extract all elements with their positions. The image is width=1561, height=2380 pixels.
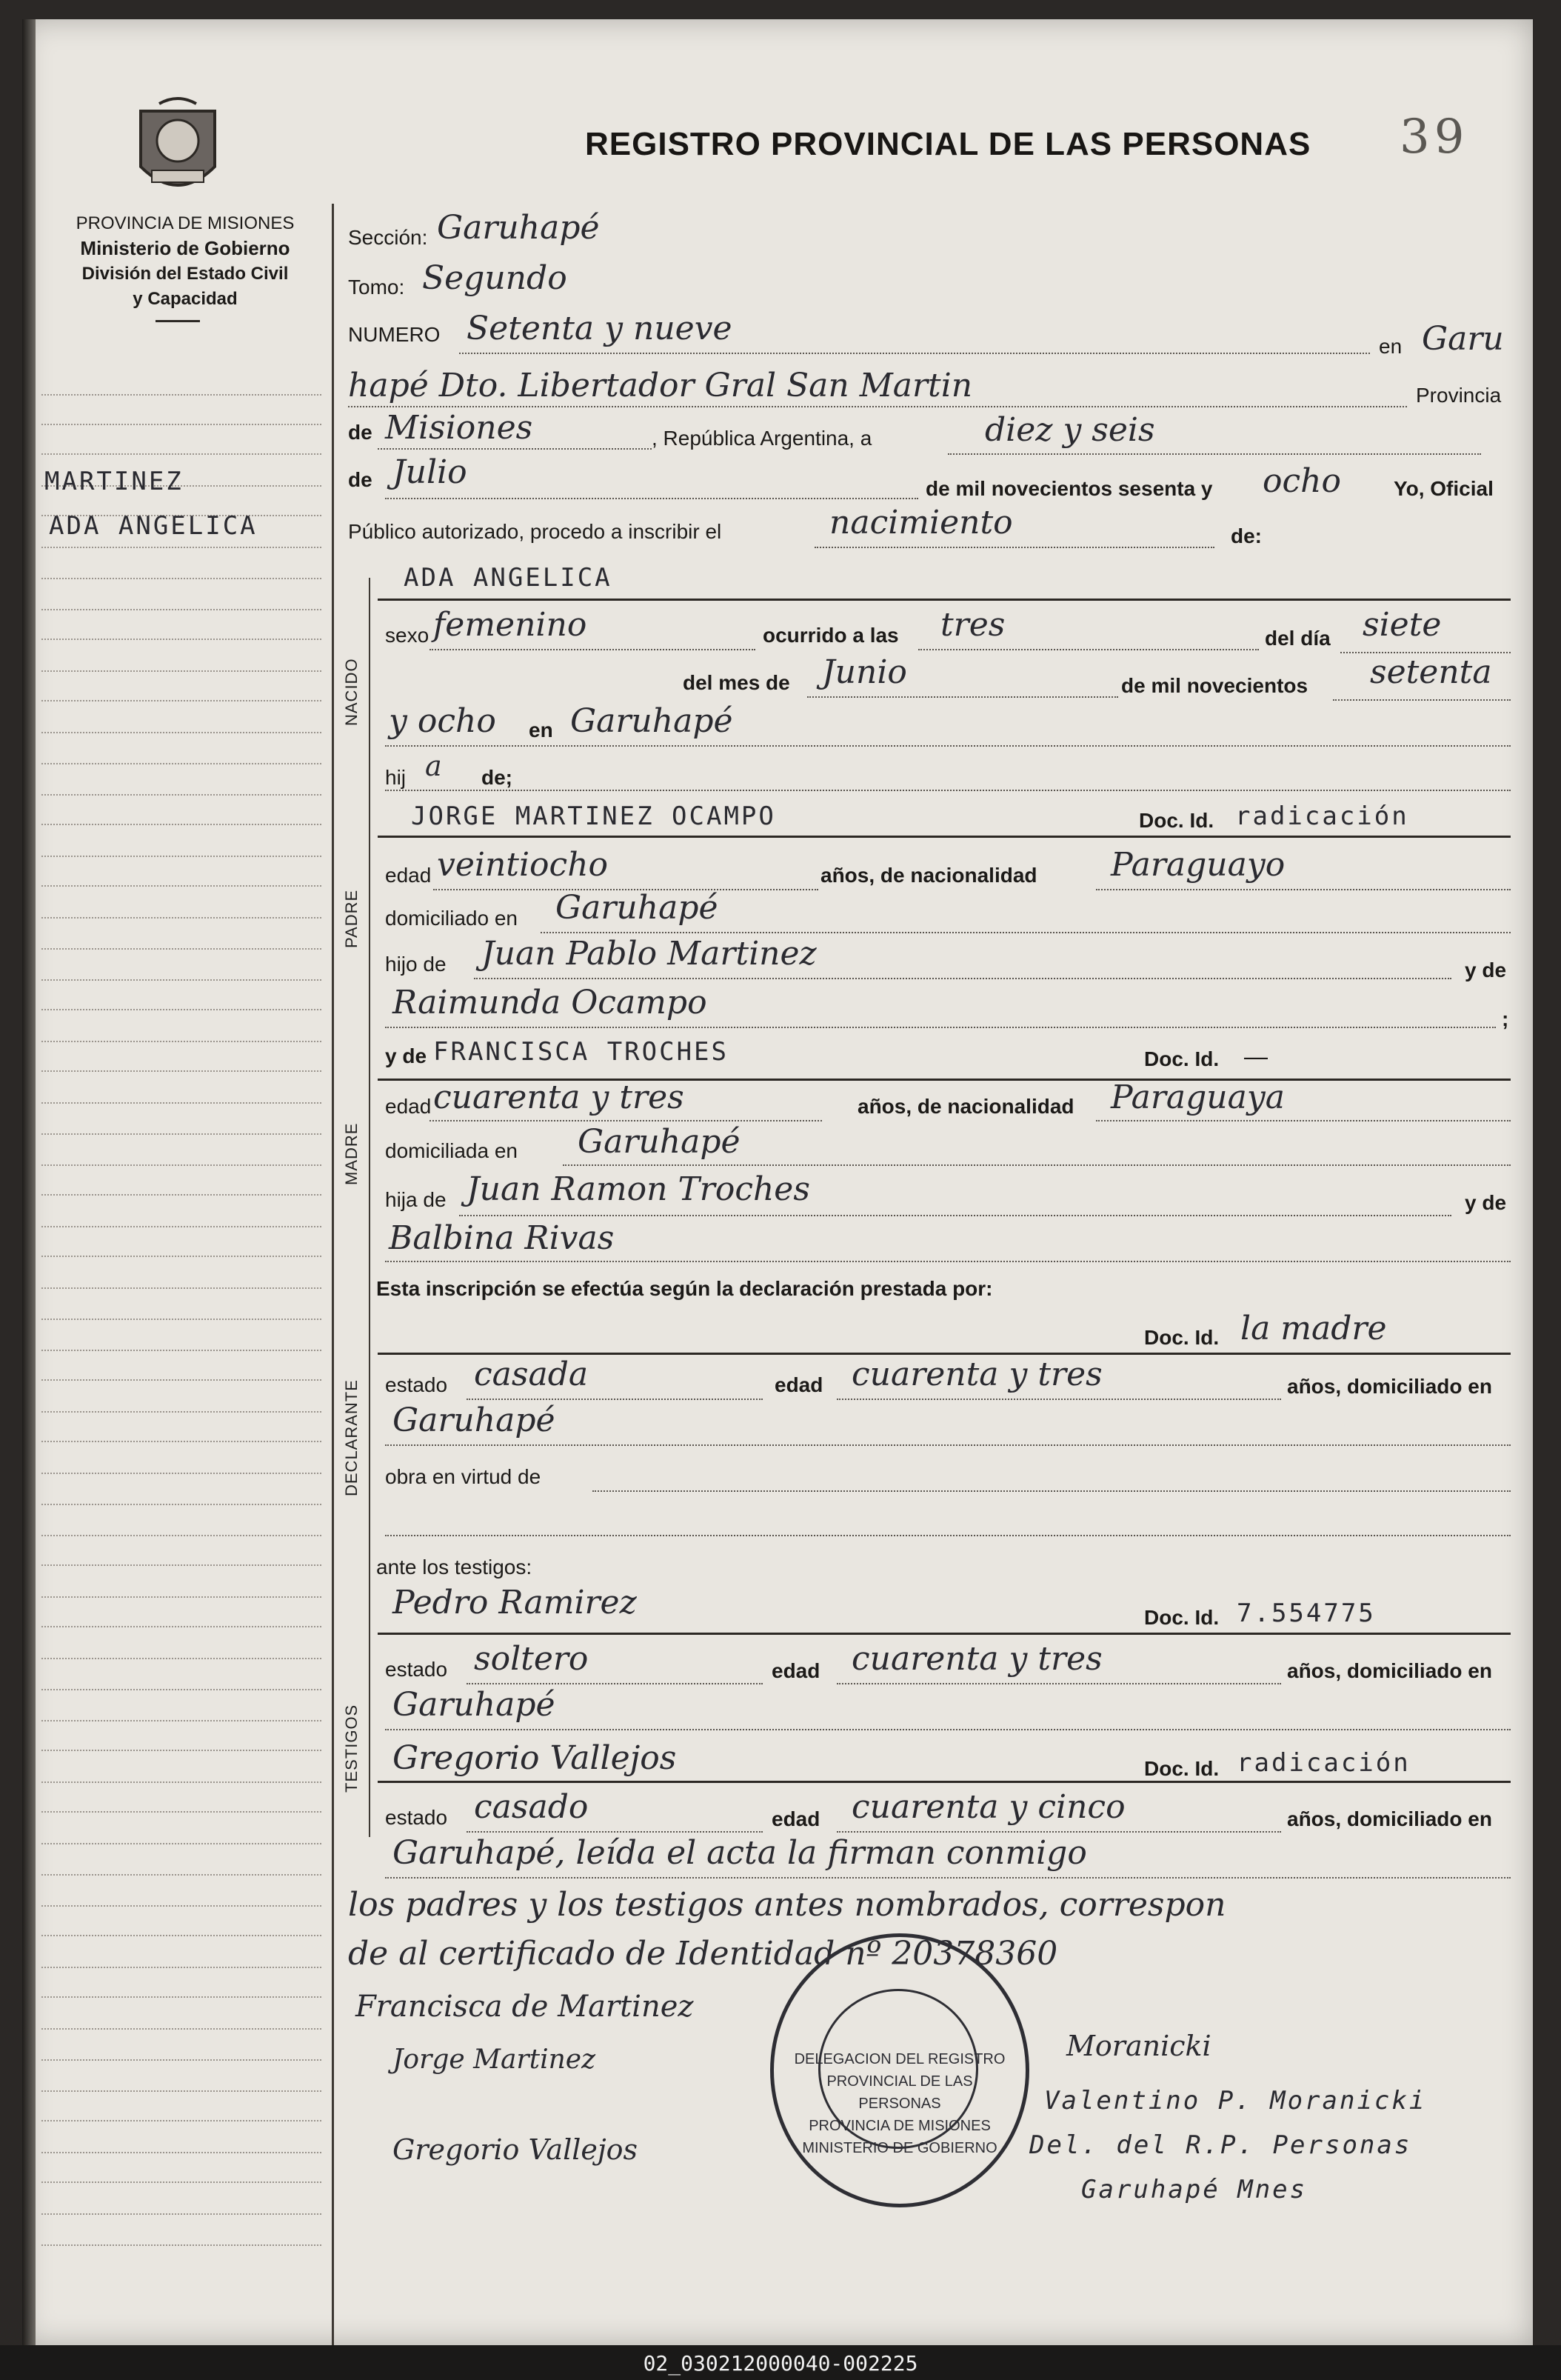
- line-padre-top: [378, 836, 1511, 838]
- margin-rule: [41, 794, 321, 796]
- label-padre-nac: años, de nacionalidad: [820, 864, 1037, 887]
- header-division: División del Estado Civil: [81, 264, 289, 284]
- page-number: 39: [1400, 110, 1469, 164]
- label-en: en: [1379, 335, 1403, 358]
- label-madre-y-de: y de: [385, 1044, 427, 1067]
- margin-rule: [41, 1319, 321, 1320]
- value-sexo: femenino: [433, 606, 587, 644]
- value-padre-edad: veintiocho: [437, 846, 609, 884]
- margin-rule: [41, 1750, 321, 1751]
- footer-id: 02_030212000040-002225: [643, 2351, 918, 2376]
- line-decl-edad: [837, 1399, 1281, 1400]
- label-t2-doc: Doc. Id.: [1144, 1757, 1220, 1780]
- margin-rule: [41, 2213, 321, 2215]
- value-madre-edad: cuarenta y tres: [433, 1079, 684, 1116]
- signature-father: Jorge Martinez: [392, 2044, 596, 2075]
- line-obra: [592, 1490, 1511, 1492]
- margin-surname: MARTINEZ: [44, 467, 184, 496]
- margin-rule: [41, 1967, 321, 1968]
- value-padre-nombre: JORGE MARTINEZ OCAMPO: [411, 801, 776, 831]
- label-tomo: Tomo:: [348, 276, 405, 299]
- line-lugar-nac: [385, 745, 1511, 747]
- margin-rule: [41, 1411, 321, 1413]
- stamp-inner-text: PROVINCIA DE MISIONES: [809, 2118, 991, 2134]
- value-numero: Setenta y nueve: [467, 310, 732, 347]
- page-title: REGISTRO PROVINCIAL DE LAS PERSONAS: [585, 126, 1311, 162]
- value-t2-estado: casado: [474, 1788, 589, 1826]
- line-padre-dom: [541, 932, 1511, 933]
- margin-rule: [41, 1874, 321, 1876]
- margin-rule: [41, 917, 321, 919]
- label-sexo: sexo: [385, 624, 429, 647]
- line-mes-nac: [807, 696, 1118, 698]
- label-de-semi: de;: [481, 766, 512, 789]
- value-padre-nac: Paraguayo: [1111, 846, 1286, 884]
- margin-names: ADA ANGELICA: [49, 511, 258, 541]
- label-padre-dom: domiciliado en: [385, 907, 518, 930]
- margin-divider: [332, 204, 334, 2352]
- line-madre-edad: [429, 1120, 822, 1121]
- value-t1-doc: 7.554775: [1237, 1599, 1376, 1628]
- official-place: Garuhapé Mnes: [1081, 2175, 1308, 2204]
- value-provincia: Misiones: [385, 409, 533, 447]
- line-anio: [1333, 699, 1511, 701]
- margin-rule: [41, 1935, 321, 1936]
- value-t1-edad: cuarenta y tres: [852, 1640, 1103, 1678]
- margin-rule: [41, 856, 321, 857]
- value-t1-estado: soltero: [474, 1640, 589, 1678]
- value-tomo: Segundo: [422, 259, 567, 297]
- label-padre-hijo-de: hijo de: [385, 953, 447, 976]
- margin-rule: [41, 700, 321, 701]
- section-declarante: DECLARANTE: [342, 1379, 361, 1496]
- margin-rule: [41, 1843, 321, 1844]
- stamp-text: [789, 2048, 1011, 2159]
- line-t2-estado: [467, 1831, 763, 1833]
- value-madre-nac: Paraguaya: [1111, 1079, 1285, 1116]
- line-provincia: [378, 448, 652, 450]
- line-padre-padre: [474, 978, 1451, 979]
- label-del-mes: del mes de: [683, 671, 790, 694]
- line-madre-nac: [1096, 1120, 1511, 1121]
- value-t2-edad: cuarenta y cinco: [852, 1788, 1126, 1826]
- line-cierre-1: [385, 1877, 1511, 1879]
- section-nacido: NACIDO: [342, 658, 361, 726]
- label-t1-dom: años, domiciliado en: [1287, 1659, 1492, 1682]
- line-obra-2: [385, 1535, 1511, 1536]
- value-dia-inscr: diez y seis: [985, 411, 1155, 449]
- line-madre-dom: [563, 1164, 1511, 1166]
- value-lugar-nac: Garuhapé: [570, 702, 733, 740]
- label-t2-dom: años, domiciliado en: [1287, 1807, 1492, 1830]
- margin-rule: [41, 2244, 321, 2246]
- value-madre-padre: Juan Ramon Troches: [467, 1170, 810, 1208]
- margin-rule: [41, 2090, 321, 2092]
- line-lugar: [348, 406, 1407, 407]
- label-republica: , República Argentina, a: [652, 427, 872, 450]
- label-madre-y-de: y de: [1465, 1191, 1507, 1214]
- line-padre-madre: [385, 1027, 1496, 1028]
- label-decl-estado: estado: [385, 1373, 448, 1396]
- line-sexo: [429, 649, 755, 650]
- value-t1-dom: Garuhapé: [392, 1686, 555, 1724]
- province-seal-icon: [133, 96, 222, 207]
- label-madre-hija-de: hija de: [385, 1188, 447, 1211]
- value-nombre: ADA ANGELICA: [404, 563, 612, 593]
- label-padre-edad: edad: [385, 864, 432, 887]
- label-t2-estado: estado: [385, 1806, 448, 1829]
- margin-rule: [41, 1658, 321, 1659]
- label-decl-edad: edad: [775, 1373, 823, 1396]
- margin-rule: [41, 763, 321, 764]
- margin-rule: [41, 1164, 321, 1166]
- signature-official: Moranicki: [1066, 2030, 1211, 2062]
- header-capacity: y Capacidad: [133, 289, 238, 309]
- label-padre-doc: Doc. Id.: [1139, 809, 1214, 832]
- value-seccion: Garuhapé: [437, 209, 600, 247]
- value-decl-dom: Garuhapé: [392, 1401, 555, 1439]
- value-padre-madre: Raimunda Ocampo: [392, 984, 707, 1021]
- line-t2-edad: [837, 1831, 1281, 1833]
- value-hij-suffix: a: [425, 750, 442, 782]
- closing-line-1: Garuhapé, leída el acta la firman conmigo: [392, 1834, 1087, 1872]
- margin-rule: [41, 1596, 321, 1598]
- label-decl-doc: Doc. Id.: [1144, 1326, 1220, 1349]
- label-madre-edad: edad: [385, 1095, 432, 1118]
- margin-rule: [41, 1350, 321, 1351]
- margin-rule: [41, 2152, 321, 2153]
- header-divider: [156, 320, 200, 322]
- line-decl-top: [378, 1353, 1511, 1355]
- margin-rule: [41, 1070, 321, 1072]
- margin-rule: [41, 578, 321, 579]
- label-testigos: ante los testigos:: [376, 1556, 532, 1579]
- label-semicolon: ;: [1502, 1007, 1509, 1030]
- label-t2-edad: edad: [772, 1807, 820, 1830]
- value-padre-dom: Garuhapé: [555, 889, 718, 927]
- margin-rule: [41, 453, 321, 455]
- margin-rule: [41, 948, 321, 950]
- line-acto: [815, 547, 1214, 548]
- label-del-dia: del día: [1265, 627, 1331, 650]
- margin-rule: [41, 1720, 321, 1721]
- margin-rule: [41, 1996, 321, 1998]
- line-padre-nac: [1096, 889, 1511, 890]
- section-padre: PADRE: [342, 889, 361, 948]
- margin-rule: [41, 1102, 321, 1104]
- value-madre-madre: Balbina Rivas: [389, 1219, 615, 1257]
- margin-rule: [41, 2181, 321, 2183]
- label-de-colon: de:: [1231, 524, 1262, 547]
- margin-rule: [41, 1781, 321, 1783]
- label-provincia: Provincia: [1416, 384, 1502, 407]
- value-en: Garu: [1422, 320, 1504, 358]
- margin-rule: [41, 1287, 321, 1289]
- margin-rule: [41, 1133, 321, 1135]
- binding-spine: [22, 19, 36, 2345]
- signature-mother: Francisca de Martinez: [355, 1990, 694, 2024]
- line-madre-padre: [459, 1215, 1451, 1216]
- label-de-mil: de mil novecientos sesenta y: [926, 477, 1213, 500]
- label-ocurrido: ocurrido a las: [763, 624, 899, 647]
- label-decl-dom: años, domiciliado en: [1287, 1375, 1492, 1398]
- value-madre-dom: Garuhapé: [578, 1123, 741, 1161]
- margin-rule: [41, 1689, 321, 1690]
- value-madre-nombre: FRANCISCA TROCHES: [433, 1037, 729, 1067]
- section-madre: MADRE: [342, 1122, 361, 1185]
- value-lugar: hapé Dto. Libertador Gral San Martin: [348, 367, 973, 404]
- value-dia: siete: [1363, 606, 1442, 644]
- value-mes-inscr: Julio: [392, 453, 467, 491]
- value-decl-doc: la madre: [1240, 1310, 1387, 1347]
- official-name: Valentino P. Moranicki: [1044, 2086, 1427, 2116]
- label-numero: NUMERO: [348, 323, 441, 346]
- value-padre-doc: radicación: [1235, 801, 1409, 831]
- label-en-nac: en: [529, 719, 553, 741]
- margin-rule: [41, 1379, 321, 1381]
- label-madre-dom: domiciliada en: [385, 1139, 518, 1162]
- margin-rule: [41, 979, 321, 981]
- line-t1-dom: [385, 1729, 1511, 1730]
- line-nacido-top: [378, 599, 1511, 601]
- margin-rule: [41, 394, 321, 396]
- closing-line-2: los padres y los testigos antes nombrados, correspon: [348, 1886, 1226, 1924]
- value-anio-1: setenta: [1370, 653, 1492, 691]
- label-hij: hij: [385, 766, 407, 789]
- label-obra: obra en virtud de: [385, 1465, 541, 1488]
- stamp-bottom-text: MINISTERIO DE GOBIERNO: [802, 2140, 997, 2156]
- margin-rule: [41, 1009, 321, 1010]
- label-t1-doc: Doc. Id.: [1144, 1606, 1220, 1629]
- value-anio-2: y ocho: [389, 702, 496, 740]
- header-province: PROVINCIA DE MISIONES: [76, 213, 295, 233]
- margin-rule: [41, 1504, 321, 1505]
- margin-rule: [41, 639, 321, 640]
- margin-rule: [41, 609, 321, 610]
- value-t1-nombre: Pedro Ramirez: [392, 1584, 637, 1621]
- margin-rule: [41, 547, 321, 548]
- margin-rule: [41, 824, 321, 825]
- margin-rule: [41, 2028, 321, 2030]
- label-yo-oficial: Yo, Oficial: [1394, 477, 1494, 500]
- official-stamp: [770, 1933, 1029, 2207]
- margin-rule: [41, 2059, 321, 2061]
- margin-rule: [41, 1441, 321, 1442]
- line-mes: [385, 498, 918, 499]
- stamp-outer-text: DELEGACION DEL REGISTRO PROVINCIAL DE LAS PERSONAS: [794, 2051, 1006, 2112]
- value-acto: nacimiento: [829, 504, 1013, 541]
- value-t2-doc: radicación: [1237, 1748, 1411, 1778]
- section-testigos: TESTIGOS: [342, 1704, 361, 1793]
- value-decl-estado: casada: [474, 1356, 589, 1393]
- line-t2-top: [378, 1781, 1511, 1783]
- margin-rule: [41, 1194, 321, 1196]
- signature-witness: Gregorio Vallejos: [392, 2133, 638, 2166]
- label-padre-y-de: y de: [1465, 959, 1507, 981]
- margin-rule: [41, 885, 321, 887]
- margin-rule: [41, 1626, 321, 1627]
- line-t1-top: [378, 1633, 1511, 1635]
- line-decl-dom: [385, 1444, 1511, 1446]
- line-numero: [459, 353, 1370, 354]
- label-de-mil-nov: de mil novecientos: [1121, 674, 1308, 697]
- margin-rule: [41, 1041, 321, 1042]
- label-madre-doc: Doc. Id.: [1144, 1047, 1220, 1070]
- label-t1-estado: estado: [385, 1658, 448, 1681]
- label-madre-nac: años, de nacionalidad: [858, 1095, 1074, 1118]
- line-t1-edad: [837, 1683, 1281, 1684]
- margin-rule: [41, 1473, 321, 1474]
- line-decl-estado: [467, 1399, 763, 1400]
- margin-rule: [41, 732, 321, 733]
- value-hora: tres: [940, 606, 1006, 644]
- margin-rule: [41, 1535, 321, 1536]
- margin-rule: [41, 1811, 321, 1813]
- margin-rule: [41, 1905, 321, 1907]
- line-madre-madre: [385, 1261, 1511, 1262]
- margin-rule: [41, 1564, 321, 1566]
- value-decl-edad: cuarenta y tres: [852, 1356, 1103, 1393]
- value-madre-doc: —: [1244, 1043, 1268, 1070]
- line-t1-estado: [467, 1683, 763, 1684]
- closing-line-3: de al certificado de Identidad nº 20378360: [348, 1935, 1058, 1973]
- margin-rule: [41, 1226, 321, 1227]
- line-hij: [385, 790, 1511, 791]
- label-de: de: [348, 421, 372, 444]
- line-hora: [918, 649, 1259, 650]
- margin-rule: [41, 2120, 321, 2121]
- label-publico: Público autorizado, procedo a inscribir el: [348, 520, 722, 543]
- section-divider: [369, 578, 370, 1837]
- margin-rule: [41, 670, 321, 672]
- label-seccion: Sección:: [348, 226, 428, 249]
- value-t2-nombre: Gregorio Vallejos: [392, 1739, 677, 1777]
- value-mes: Junio: [822, 653, 907, 691]
- margin-rule: [41, 424, 321, 425]
- label-inscripcion: Esta inscripción se efectúa según la declaración prestada por:: [376, 1277, 993, 1300]
- official-title: Del. del R.P. Personas: [1029, 2130, 1412, 2160]
- margin-rule: [41, 1256, 321, 1257]
- line-dia: [948, 453, 1481, 455]
- value-padre-padre: Juan Pablo Martinez: [481, 935, 817, 973]
- label-t1-edad: edad: [772, 1659, 820, 1682]
- value-anio-inscr: ocho: [1263, 462, 1341, 500]
- header-ministry: Ministerio de Gobierno: [80, 237, 290, 259]
- label-de-2: de: [348, 468, 372, 491]
